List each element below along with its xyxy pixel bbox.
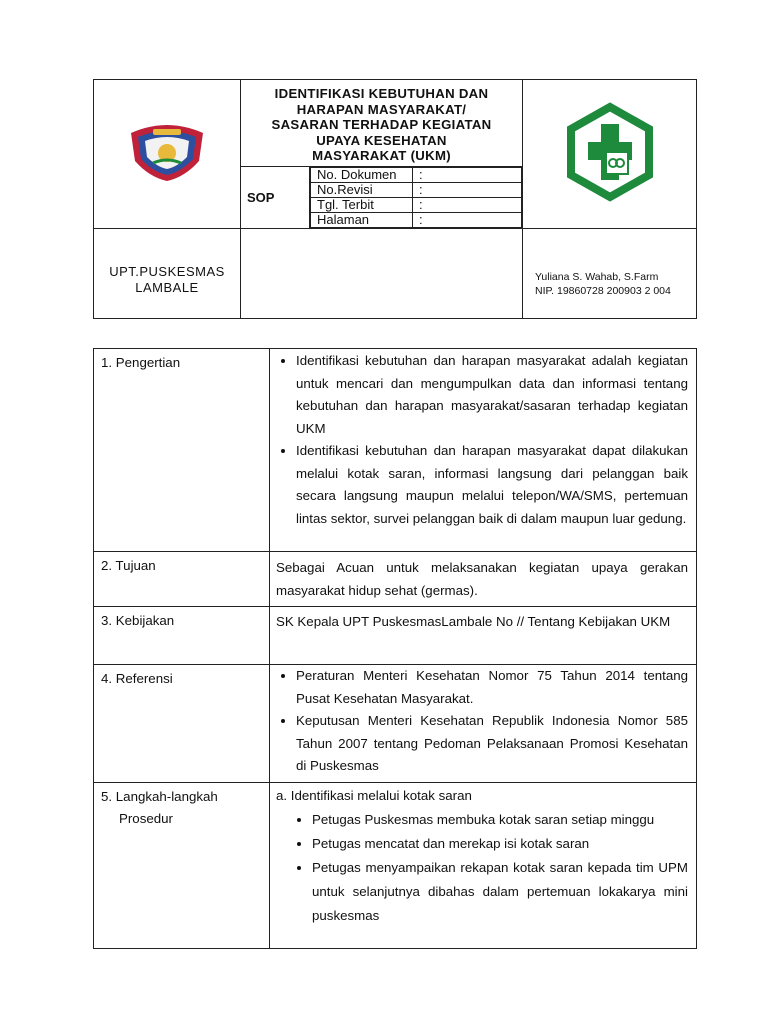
sub-heading: a. Identifikasi melalui kotak saran — [276, 787, 472, 803]
section-label: 1. Pengertian — [94, 349, 270, 552]
signer-block — [523, 229, 697, 319]
puskesmas-logo-icon — [560, 102, 660, 202]
document-title: IDENTIFIKASI KEBUTUHAN DAN HARAPAN MASYARAKAT/ SASARAN TERHADAP KEGIATAN UPAYA KESEHATAN MASYARAKAT (UKM) — [241, 80, 523, 167]
section-pengertian — [94, 349, 697, 552]
meta-value: : — [413, 213, 522, 228]
meta-label: No. Dokumen — [311, 168, 413, 183]
signer-nip: NIP. 19860728 200903 2 004 — [535, 284, 671, 297]
list-item: • Petugas menyampaikan rekapan kotak saran kepada tim UPM untuk selanjutnya dibahas dalam pertemuan lokakarya mini puskesmas — [312, 856, 688, 928]
organization-name: UPT.PUSKESMAS LAMBALE — [94, 229, 241, 319]
section-label: 5. Langkah-langkah Prosedur — [94, 782, 270, 948]
meta-label: No.Revisi — [311, 183, 413, 198]
sop-content-table — [93, 348, 697, 949]
meta-label: Halaman — [311, 213, 413, 228]
sop-header-table — [93, 79, 697, 319]
regency-emblem-icon — [125, 121, 209, 183]
meta-row-tgl-terbit — [311, 198, 522, 213]
section-label: 3. Kebijakan — [94, 607, 270, 665]
section-text: Sebagai Acuan untuk melaksanakan kegiatan upaya gerakan masyarakat hidup sehat (germas). — [270, 552, 697, 607]
list-item: • Identifikasi kebutuhan dan harapan masyarakat adalah kegiatan untuk mencari dan mengumpulkan data dan informasi tentang kebutuhan dan harapan masyarakat/sasaran terhadap kegiatan UKM — [296, 350, 688, 440]
sop-label: SOP — [241, 167, 310, 229]
list-item: • Identifikasi kebutuhan dan harapan masyarakat dapat dilakukan melalui kotak saran, informasi langsung dari pelanggan baik secara langsung maupun melalui telepon/WA/SMS, pertemuan lintas sektor, survei pelanggan baik di dalam maupun luar gedung. — [296, 440, 688, 530]
section-referensi — [94, 665, 697, 783]
signer-name: Yuliana S. Wahab, S.Farm — [535, 270, 659, 283]
list-item: • Petugas mencatat dan merekap isi kotak saran — [312, 832, 688, 856]
meta-row-no-dokumen — [311, 168, 522, 183]
meta-value: : — [413, 183, 522, 198]
section-label: 4. Referensi — [94, 665, 270, 783]
regency-emblem-cell — [94, 80, 241, 229]
signature-blank — [241, 229, 523, 319]
document-meta — [310, 167, 523, 229]
meta-label: Tgl. Terbit — [311, 198, 413, 213]
section-prosedur — [94, 782, 697, 948]
list-item: • Petugas Puskesmas membuka kotak saran setiap minggu — [312, 808, 688, 832]
meta-row-no-revisi — [311, 183, 522, 198]
section-label: 2. Tujuan — [94, 552, 270, 607]
meta-value: : — [413, 198, 522, 213]
meta-row-halaman — [311, 213, 522, 228]
section-kebijakan — [94, 607, 697, 665]
meta-value: : — [413, 168, 522, 183]
section-tujuan — [94, 552, 697, 607]
list-item: • Peraturan Menteri Kesehatan Nomor 75 Tahun 2014 tentang Pusat Kesehatan Masyarakat. — [296, 665, 688, 710]
puskesmas-logo-cell — [523, 80, 697, 229]
section-text: SK Kepala UPT PuskesmasLambale No // Tentang Kebijakan UKM — [270, 607, 697, 665]
list-item: • Keputusan Menteri Kesehatan Republik Indonesia Nomor 585 Tahun 2007 tentang Pedoman Pelaksanaan Promosi Kesehatan di Puskesmas — [296, 710, 688, 778]
